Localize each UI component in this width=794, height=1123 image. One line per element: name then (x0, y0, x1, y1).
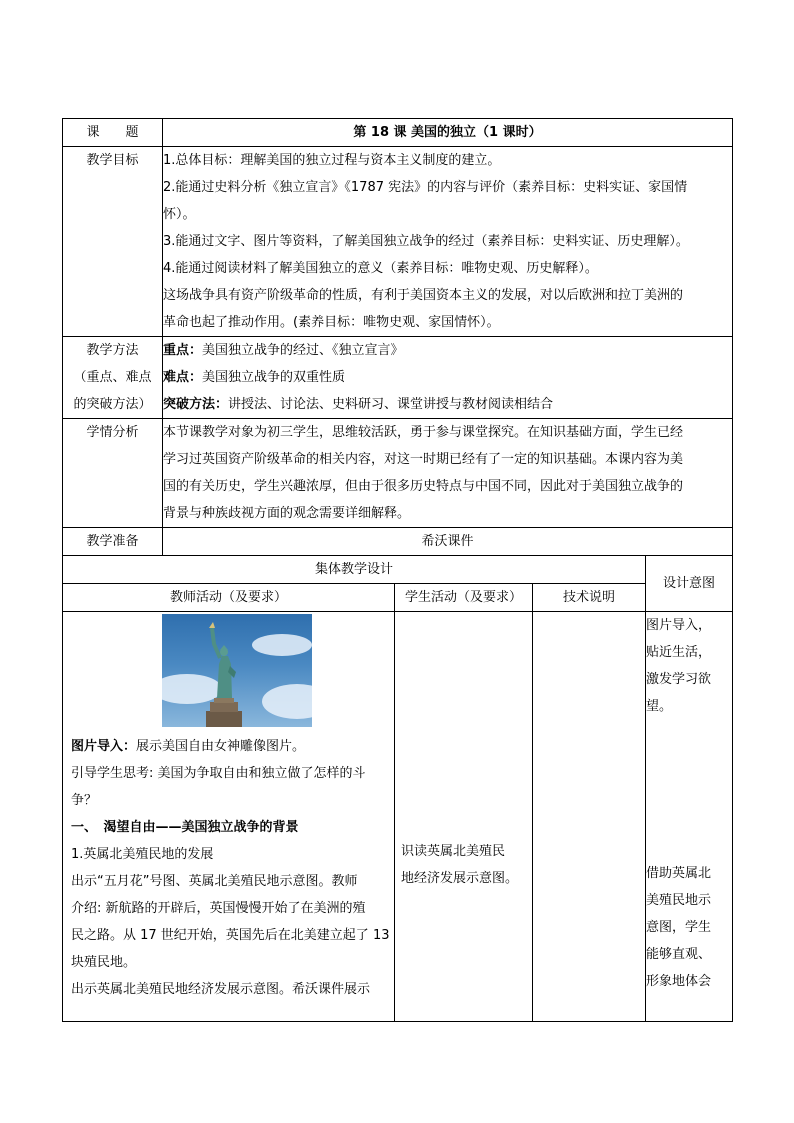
goal-line: 4.能通过阅读材料了解美国独立的意义（素养目标：唯物史观、历史解释）。 (163, 261, 598, 276)
methods-label-line: （重点、难点 (73, 370, 152, 385)
goals-content (163, 147, 733, 337)
methods-label (63, 337, 163, 419)
key-point (163, 337, 732, 364)
intent-line: 望。 (646, 699, 673, 714)
analysis-label: 学情分析 (63, 419, 163, 528)
intro-text: 展示美国自由女神雕像图片。 (136, 739, 306, 754)
intent-line: 形象地体会 (646, 974, 712, 989)
analysis-line: 国的有关历史，学生兴趣浓厚，但由于很多历史特点与中国不同，因此对于美国独立战争的 (163, 479, 684, 494)
body-line: 介绍: 新航路的开辟后，英国慢慢开始了在美洲的殖 (71, 901, 366, 916)
methods-content (163, 337, 733, 419)
goal-line: 2.能通过史料分析《独立宣言》《1787 宪法》的内容与评价（素养目标：史料实证、家国情 (163, 180, 688, 195)
teacher-activity-cell (63, 612, 395, 1022)
lesson-plan-table (62, 118, 733, 1022)
analysis-line: 本节课教学对象为初三学生，思维较活跃，勇于参与课堂探究。在知识基础方面，学生已经 (163, 425, 684, 440)
goal-line: 这场战争具有资产阶级革命的性质，有利于美国资本主义的发展，对以后欧洲和拉丁美洲的 (163, 288, 684, 303)
body-line: 出示“五月花”号图、英属北美殖民地示意图。教师 (71, 874, 358, 889)
goal-line: 怀）。 (163, 207, 196, 222)
statue-icon (162, 614, 312, 727)
topic-label: 课 题 (63, 119, 163, 147)
intent-header: 设计意图 (646, 556, 733, 612)
goal-line: 3.能通过文字、图片等资料，了解美国独立战争的经过（素养目标：史料实证、历史理解）。 (163, 234, 689, 249)
prep-label: 教学准备 (63, 528, 163, 556)
teacher-col-header: 教师活动（及要求） (63, 584, 395, 612)
goals-label: 教学目标 (63, 147, 163, 337)
breakthrough-method (163, 391, 732, 418)
difficult-point-label: 难点： (163, 370, 203, 385)
intent-line: 美殖民地示 (646, 893, 712, 908)
topic-value: 第 18 课 美国的独立（1 课时） (163, 119, 733, 147)
key-point-label: 重点： (163, 343, 203, 358)
body-line: 块殖民地。 (71, 955, 137, 970)
analysis-line: 背景与种族歧视方面的观念需要详细解释。 (163, 506, 411, 521)
design-title: 集体教学设计 (63, 556, 646, 584)
difficult-point (163, 364, 732, 391)
statue-of-liberty-photo (162, 614, 312, 727)
prep-value: 希沃课件 (163, 528, 733, 556)
goal-line: 革命也起了推动作用。(素养目标：唯物史观、家国情怀）。 (163, 315, 500, 330)
goal-line: 1.总体目标：理解美国的独立过程与资本主义制度的建立。 (163, 153, 501, 168)
student-activity-cell (395, 612, 533, 1022)
difficult-point-text: 美国独立战争的双重性质 (202, 370, 346, 385)
intent-line: 借助英属北 (646, 866, 712, 881)
intent-line: 激发学习欲 (646, 672, 712, 687)
key-point-text: 美国独立战争的经过、《独立宣言》 (202, 343, 404, 358)
guide-line: 争？ (71, 793, 98, 808)
breakthrough-label: 突破方法： (163, 397, 229, 412)
methods-label-line: 的突破方法） (73, 397, 152, 412)
student-col-header: 学生活动（及要求） (395, 584, 533, 612)
intent-line: 贴近生活， (646, 645, 712, 660)
design-intent-cell (646, 612, 733, 1022)
intent-line: 能够直观、 (646, 947, 712, 962)
tech-note-cell (533, 612, 646, 1022)
intent-line: 意图，学生 (646, 920, 712, 935)
guide-line: 引导学生思考: 美国为争取自由和独立做了怎样的斗 (71, 766, 366, 781)
analysis-content (163, 419, 733, 528)
analysis-line: 学习过英国资产阶级革命的相关内容，对这一时期已经有了一定的知识基础。本课内容为美 (163, 452, 684, 467)
student-line: 地经济发展示意图。 (401, 871, 519, 886)
intro-label: 图片导入： (71, 739, 137, 754)
intro-line (71, 733, 394, 760)
student-line: 识读英属北美殖民 (401, 844, 506, 859)
tech-col-header: 技术说明 (533, 584, 646, 612)
methods-label-line: 教学方法 (86, 343, 139, 358)
sub-heading: 1.英属北美殖民地的发展 (71, 847, 214, 862)
section-heading: 一、 渴望自由——美国独立战争的背景 (71, 820, 299, 835)
body-line: 民之路。从 17 世纪开始，英国先后在北美建立起了 13 (71, 928, 390, 943)
intent-line: 图片导入， (646, 618, 712, 633)
body-line: 出示英属北美殖民地经济发展示意图。希沃课件展示 (71, 982, 371, 997)
breakthrough-text: 讲授法、讨论法、史料研习、课堂讲授与教材阅读相结合 (228, 397, 554, 412)
